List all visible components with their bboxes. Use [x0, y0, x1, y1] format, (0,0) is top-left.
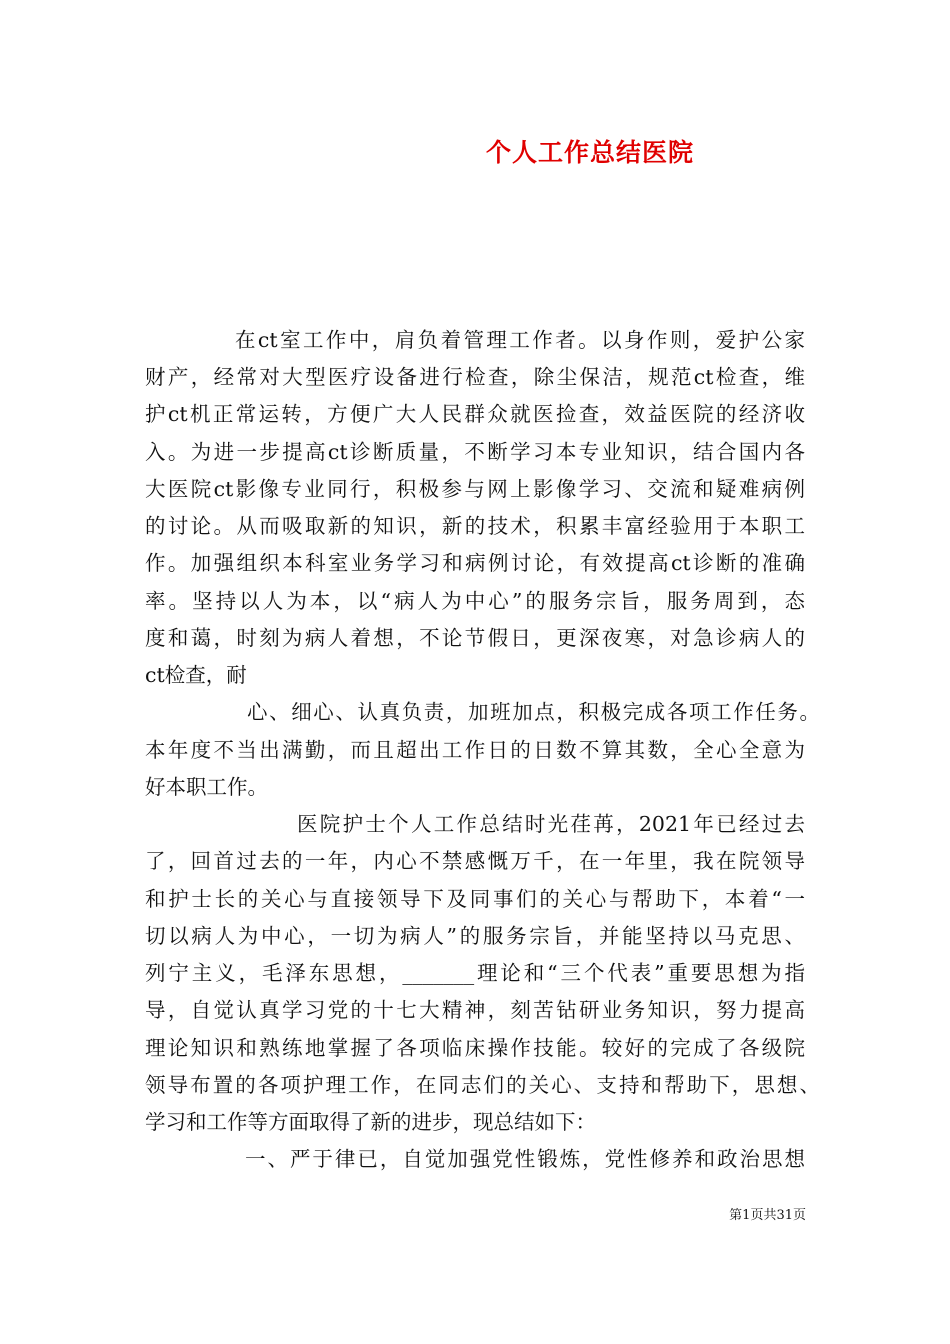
body-line: 切以病人为中心，一切为病人”的服务宗旨，并能坚持以马克思、 — [145, 924, 805, 948]
page-number: 第1页共31页 — [729, 1208, 806, 1223]
body-line: 领导布置的各项护理工作，在同志们的关心、支持和帮助下，思想、 — [145, 1073, 820, 1097]
body-line: 一、严于律已，自觉加强党性锻炼，党性修养和政治思想 — [245, 1147, 805, 1171]
document-title: 个人工作总结医院 — [485, 138, 694, 167]
body-line: 在ct室工作中，肩负着管理工作者。以身作则，爱护公家 — [235, 328, 805, 352]
body-line: 的讨论。从而吸取新的知识，新的技术，积累丰富经验用于本职工 — [145, 514, 805, 538]
body-line: 理论知识和熟练地掌握了各项临床操作技能。较好的完成了各级院 — [145, 1036, 805, 1060]
body-line: 医院护士个人工作总结时光荏苒，2021年已经过去 — [297, 812, 805, 836]
body-line: 心、细心、认真负责，加班加点，积极完成各项工作任务。 — [247, 700, 820, 724]
body-line: 本年度不当出满勤，而且超出工作日的日数不算其数，全心全意为 — [145, 738, 805, 762]
body-line: 大医院ct影像专业同行，积极参与网上影像学习、交流和疑难病例 — [145, 477, 805, 501]
body-line: 学习和工作等方面取得了新的进步，现总结如下： — [145, 1110, 596, 1134]
body-line: 率。坚持以人为本，以“病人为中心”的服务宗旨，服务周到，态 — [145, 589, 805, 613]
body-line: 好本职工作。 — [145, 775, 268, 799]
body-line: 和护士长的关心与直接领导下及同事们的关心与帮助下，本着“一 — [145, 887, 805, 911]
body-line: ct检查，耐 — [145, 663, 247, 687]
body-line: 入。为进一步提高ct诊断质量，不断学习本专业知识，结合国内各 — [145, 440, 805, 464]
body-line: 财产，经常对大型医疗设备进行检查，除尘保洁，规范ct检查，维 — [145, 365, 805, 389]
body-line: 作。加强组织本科室业务学习和病例讨论，有效提高ct诊断的准确 — [145, 551, 805, 575]
body-line: 度和蔼，时刻为病人着想，不论节假日，更深夜寒，对急诊病人的 — [145, 626, 805, 650]
body-line: 导，自觉认真学习党的十七大精神，刻苦钻研业务知识，努力提高 — [145, 998, 805, 1022]
body-line: 了，回首过去的一年，内心不禁感慨万千，在一年里，我在院领导 — [145, 849, 805, 873]
body-line: 列宁主义，毛泽东思想，_______理论和“三个代表”重要思想为指 — [145, 961, 805, 985]
body-line: 护ct机正常运转，方便广大人民群众就医捡查，效益医院的经济收 — [145, 402, 805, 426]
